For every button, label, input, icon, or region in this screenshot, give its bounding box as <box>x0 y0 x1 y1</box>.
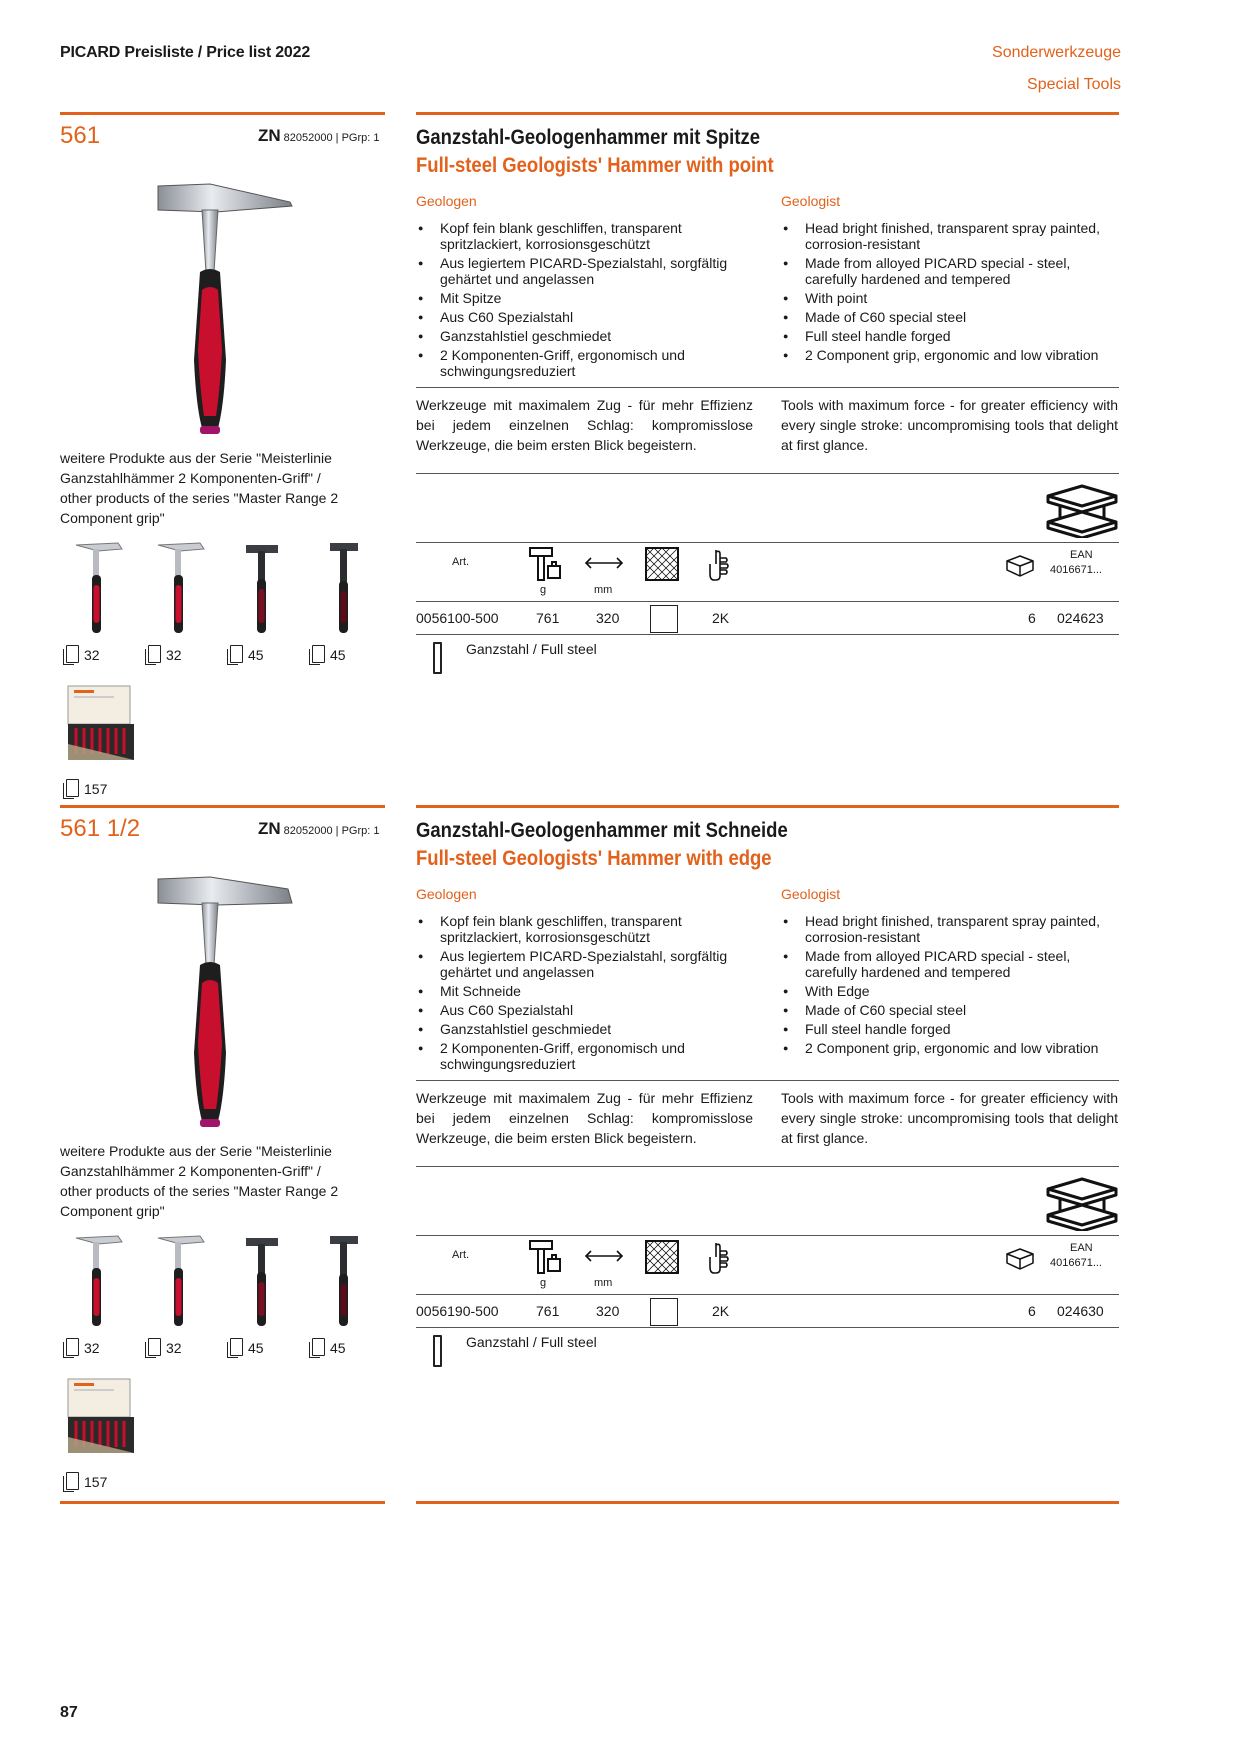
col-ean: EAN <box>1070 549 1093 561</box>
divider <box>416 1235 1119 1236</box>
package-icon <box>312 1338 325 1356</box>
series-pack-qty: 32 <box>66 645 100 663</box>
package-icon <box>312 645 325 663</box>
unit-mm: mm <box>594 584 613 596</box>
package-icon <box>66 645 79 663</box>
product-title-de: Ganzstahl-Geologenhammer mit Spitze <box>416 126 760 149</box>
hammer-with-edge-image <box>150 873 300 1133</box>
series-pack-qty: 45 <box>230 645 264 663</box>
display-box-image <box>66 1377 136 1457</box>
language-heading-de: Geologen <box>416 886 477 902</box>
series-hammer-thumbnail <box>150 1234 210 1332</box>
material-label: Ganzstahl / Full steel <box>466 641 597 657</box>
customs-info <box>258 819 380 839</box>
zn-label: ZN <box>258 126 281 145</box>
divider <box>416 542 1119 543</box>
series-pack-qty: 45 <box>230 1338 264 1356</box>
series-pack-qty: 45 <box>312 1338 346 1356</box>
weight-value: 761 <box>536 1303 560 1319</box>
weight-icon <box>528 1239 564 1275</box>
package-icon <box>230 1338 243 1356</box>
page-number: 87 <box>60 1704 78 1721</box>
feature-item: ● Ganzstahlstiel geschmiedet <box>416 1021 736 1037</box>
feature-item: ● Full steel handle forged <box>781 328 1101 344</box>
description-de: Werkzeuge mit maximalem Zug - für mehr Effizienz bei jedem einzelnen Schlag: kompromisslose Werkzeuge, die beim ersten Blick begeistern. <box>416 397 753 453</box>
feature-item: ● Mit Schneide <box>416 983 736 999</box>
material-label: Ganzstahl / Full steel <box>466 1334 597 1350</box>
feature-item: ● Made from alloyed PICARD special - steel, carefully hardened and tempered <box>781 948 1101 980</box>
length-value: 320 <box>596 610 620 626</box>
ean-prefix: 4016671... <box>1050 1257 1102 1269</box>
grip-hand-icon <box>708 546 732 582</box>
section-rule-right <box>416 805 1119 808</box>
hammer-with-point-image <box>150 180 300 440</box>
product-title-de: Ganzstahl-Geologenhammer mit Schneide <box>416 819 788 842</box>
unit-g: g <box>540 1277 547 1289</box>
section-rule-left <box>60 805 385 808</box>
pack-qty: 6 <box>1028 610 1036 626</box>
category-de: Sonderwerkzeuge <box>992 44 1121 61</box>
package-box-icon <box>1005 1247 1035 1271</box>
feature-list-de <box>416 220 736 382</box>
feature-list-en <box>781 913 1101 1059</box>
section-end-rule-left <box>60 1501 385 1504</box>
package-icon <box>66 779 79 797</box>
package-icon <box>148 645 161 663</box>
feature-item: ● With Edge <box>781 983 1101 999</box>
package-icon <box>148 1338 161 1356</box>
description-en: Tools with maximum force - for greater efficiency with every single stroke: uncompromising tools that delight at first glance. <box>781 397 1118 453</box>
series-pack-qty: 32 <box>66 1338 100 1356</box>
finish-swatch <box>650 1298 678 1326</box>
package-icon <box>66 1472 79 1490</box>
display-box-image <box>66 684 136 764</box>
surface-finish-icon <box>644 1239 680 1275</box>
feature-item: ● Aus C60 Spezialstahl <box>416 309 736 325</box>
description-en: Tools with maximum force - for greater efficiency with every single stroke: uncompromising tools that delight at first glance. <box>781 1090 1118 1146</box>
length-arrow-icon <box>584 1249 624 1263</box>
grip-value: 2K <box>712 1303 730 1319</box>
feature-item: ● 2 Komponenten-Griff, ergonomisch und schwingungsreduziert <box>416 1040 736 1072</box>
series-pack-qty: 32 <box>148 645 182 663</box>
feature-item: ● With point <box>781 290 1101 306</box>
material-bar-icon <box>433 642 442 674</box>
divider <box>416 1166 1119 1167</box>
divider <box>416 634 1119 635</box>
zn-label: ZN <box>258 819 281 838</box>
zn-info: 82052000 | PGrp: 1 <box>283 825 380 837</box>
article-number: 561 1/2 <box>60 815 141 842</box>
feature-list-de <box>416 913 736 1075</box>
divider <box>416 473 1119 474</box>
product-section-561-half <box>0 800 1240 1520</box>
series-hammer-thumbnail <box>68 1234 128 1332</box>
package-icon <box>66 1338 79 1356</box>
series-description: weitere Produkte aus der Serie "Meisterlinie Ganzstahlhämmer 2 Komponenten-Griff" / other products of the series "Master Range 2 Component grip" <box>60 450 339 526</box>
feature-item: ● 2 Component grip, ergonomic and low vibration <box>781 1040 1101 1056</box>
zn-info: 82052000 | PGrp: 1 <box>283 132 380 144</box>
language-heading-de: Geologen <box>416 193 477 209</box>
display-pack-qty: 157 <box>66 1472 107 1490</box>
unit-g: g <box>540 584 547 596</box>
table-row <box>416 1295 1119 1327</box>
article-code: 0056190-500 <box>416 1303 499 1319</box>
unit-mm: mm <box>594 1277 613 1289</box>
section-rule-left <box>60 112 385 115</box>
product-title-en: Full-steel Geologists' Hammer with edge <box>416 847 772 870</box>
package-box-icon <box>1005 554 1035 578</box>
col-ean: EAN <box>1070 1242 1093 1254</box>
article-code: 0056100-500 <box>416 610 499 626</box>
language-heading-en: Geologist <box>781 886 841 902</box>
length-arrow-icon <box>584 556 624 570</box>
feature-item: ● Ganzstahlstiel geschmiedet <box>416 328 736 344</box>
length-value: 320 <box>596 1303 620 1319</box>
description-de: Werkzeuge mit maximalem Zug - für mehr Effizienz bei jedem einzelnen Schlag: kompromisslose Werkzeuge, die beim ersten Blick begeistern. <box>416 1090 753 1146</box>
section-rule-right <box>416 112 1119 115</box>
series-pack-qty: 32 <box>148 1338 182 1356</box>
series-hammer-thumbnail <box>68 541 128 639</box>
series-hammer-thumbnail <box>150 541 210 639</box>
feature-item: ● 2 Component grip, ergonomic and low vibration <box>781 347 1101 363</box>
customs-info <box>258 126 380 146</box>
col-art: Art. <box>452 556 470 568</box>
package-icon <box>230 645 243 663</box>
series-description: weitere Produkte aus der Serie "Meisterlinie Ganzstahlhämmer 2 Komponenten-Griff" / other products of the series "Master Range 2 Component grip" <box>60 1143 339 1219</box>
steel-profile-icon <box>1044 482 1120 538</box>
finish-swatch <box>650 605 678 633</box>
divider <box>416 387 1119 388</box>
category-en: Special Tools <box>1027 76 1121 93</box>
weight-value: 761 <box>536 610 560 626</box>
series-hammer-thumbnail <box>314 1234 374 1332</box>
col-art: Art. <box>452 1249 470 1261</box>
feature-item: ● Made of C60 special steel <box>781 1002 1101 1018</box>
series-hammer-thumbnail <box>314 541 374 639</box>
ean-value: 024623 <box>1057 610 1104 626</box>
feature-item: ● Full steel handle forged <box>781 1021 1101 1037</box>
feature-item: ● Made from alloyed PICARD special - steel, carefully hardened and tempered <box>781 255 1101 287</box>
grip-hand-icon <box>708 1239 732 1275</box>
product-section-561 <box>0 0 1240 800</box>
material-bar-icon <box>433 1335 442 1367</box>
series-pack-qty: 45 <box>312 645 346 663</box>
feature-item: ● Kopf fein blank geschliffen, transparent spritzlackiert, korrosionsgeschützt <box>416 220 736 252</box>
feature-item: ● Aus C60 Spezialstahl <box>416 1002 736 1018</box>
feature-item: ● Head bright finished, transparent spray painted, corrosion-resistant <box>781 220 1101 252</box>
surface-finish-icon <box>644 546 680 582</box>
display-pack-qty: 157 <box>66 779 107 797</box>
ean-prefix: 4016671... <box>1050 564 1102 576</box>
feature-item: ● 2 Komponenten-Griff, ergonomisch und schwingungsreduziert <box>416 347 736 379</box>
grip-value: 2K <box>712 610 730 626</box>
pack-qty: 6 <box>1028 1303 1036 1319</box>
feature-item: ● Aus legiertem PICARD-Spezialstahl, sorgfältig gehärtet und angelassen <box>416 255 736 287</box>
article-number: 561 <box>60 122 101 149</box>
series-hammer-thumbnail <box>232 541 292 639</box>
feature-item: ● Head bright finished, transparent spray painted, corrosion-resistant <box>781 913 1101 945</box>
feature-item: ● Kopf fein blank geschliffen, transparent spritzlackiert, korrosionsgeschützt <box>416 913 736 945</box>
feature-item: ● Aus legiertem PICARD-Spezialstahl, sorgfältig gehärtet und angelassen <box>416 948 736 980</box>
table-row <box>416 602 1119 634</box>
feature-item: ● Made of C60 special steel <box>781 309 1101 325</box>
series-hammer-thumbnail <box>232 1234 292 1332</box>
weight-icon <box>528 546 564 582</box>
ean-value: 024630 <box>1057 1303 1104 1319</box>
section-end-rule-right <box>416 1501 1119 1504</box>
divider <box>416 1080 1119 1081</box>
language-heading-en: Geologist <box>781 193 841 209</box>
steel-profile-icon <box>1044 1175 1120 1231</box>
document-title: PICARD Preisliste / Price list 2022 <box>60 44 311 61</box>
feature-list-en <box>781 220 1101 366</box>
feature-item: ● Mit Spitze <box>416 290 736 306</box>
product-title-en: Full-steel Geologists' Hammer with point <box>416 154 774 177</box>
divider <box>416 1327 1119 1328</box>
